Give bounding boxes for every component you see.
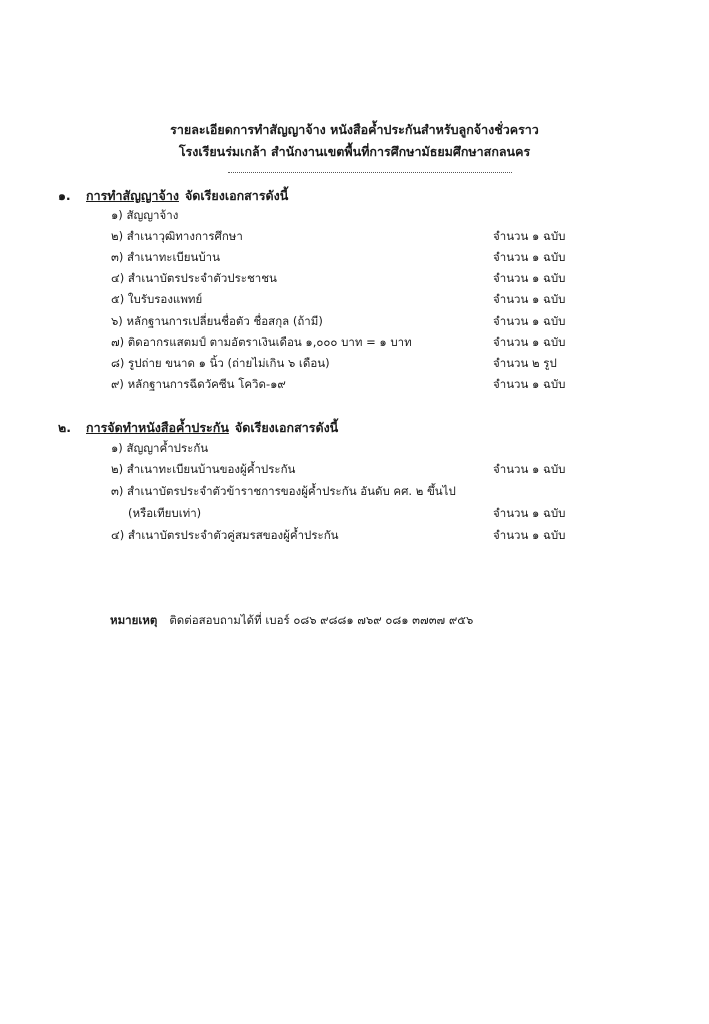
section2-item-qty: จำนวน ๑ ฉบับ: [493, 528, 566, 542]
section2-heading: [58, 418, 338, 438]
section2-title: การจัดทำหนังสือค้ำประกัน: [86, 420, 229, 435]
section2-item: ๑) สัญญาค้ำประกัน: [111, 441, 209, 455]
section2-item-qty: จำนวน ๑ ฉบับ: [493, 506, 566, 520]
section1-item: ๗) ติดอากรแสตมป์ ตามอัตราเงินเดือน ๑,๐๐๐ บาท = ๑ บาท: [111, 335, 412, 349]
document-subtitle: โรงเรียนร่มเกล้า สำนักงานเขตพื้นที่การศึกษามัธยมศึกษาสกลนคร: [178, 144, 531, 159]
section2-item-qty: จำนวน ๑ ฉบับ: [493, 462, 566, 476]
section1-item-qty: จำนวน ๑ ฉบับ: [493, 229, 566, 243]
section1-subtitle: จัดเรียงเอกสารดังนี้: [184, 188, 289, 203]
section1-item: ๒) สำเนาวุฒิทางการศึกษา: [111, 229, 243, 243]
footnote: [110, 612, 473, 630]
section1-item: ๙) หลักฐานการฉีดวัคซีน โควิด-๑๙: [111, 377, 286, 391]
section1-item-qty: จำนวน ๑ ฉบับ: [493, 292, 566, 306]
section1-item: ๑) สัญญาจ้าง: [111, 208, 179, 222]
section2-item: ๒) สำเนาทะเบียนบ้านของผู้ค้ำประกัน: [111, 462, 296, 476]
section1-item: ๔) สำเนาบัตรประจำตัวประชาชน: [111, 271, 277, 285]
section1-item: ๓) สำเนาทะเบียนบ้าน: [111, 250, 220, 264]
footnote-label: หมายเหตุ: [110, 613, 158, 627]
section1-item: ๖) หลักฐานการเปลี่ยนชื่อตัว ชื่อสกุล (ถ้ามี): [111, 314, 323, 328]
section1-item-qty: จำนวน ๑ ฉบับ: [493, 335, 566, 349]
section1-item-qty: จำนวน ๑ ฉบับ: [493, 250, 566, 264]
section2-item: ๔) สำเนาบัตรประจำตัวคู่สมรสของผู้ค้ำประกัน: [111, 528, 339, 542]
dotted-divider: [228, 172, 512, 173]
section1-item-qty: จำนวน ๑ ฉบับ: [493, 271, 566, 285]
section2-item-continuation: (หรือเทียบเท่า): [128, 506, 202, 520]
section2-item: ๓) สำเนาบัตรประจำตัวข้าราชการของผู้ค้ำประกัน อันดับ คศ. ๒ ขึ้นไป: [111, 484, 456, 498]
section1-item: ๕) ใบรับรองแพทย์: [111, 292, 203, 306]
section1-item-qty: จำนวน ๑ ฉบับ: [493, 314, 566, 328]
section1-number: ๑.: [58, 188, 71, 203]
section1-heading: [58, 186, 288, 206]
section2-subtitle: จัดเรียงเอกสารดังนี้: [234, 420, 339, 435]
footnote-contact: ติดต่อสอบถามได้ที่ เบอร์ ๐๘๖ ๙๘๘๑ ๗๖๙ ๐๘๑ ๓๗๓๗ ๙๕๖: [169, 613, 474, 627]
document-title: รายละเอียดการทำสัญญาจ้าง หนังสือค้ำประกันสำหรับลูกจ้างชั่วคราว: [170, 122, 539, 137]
section1-item: ๘) รูปถ่าย ขนาด ๑ นิ้ว (ถ่ายไม่เกิน ๖ เดือน): [111, 356, 330, 370]
section1-item-qty: จำนวน ๒ รูป: [493, 356, 557, 370]
section1-item-qty: จำนวน ๑ ฉบับ: [493, 377, 566, 391]
section2-number: ๒.: [58, 420, 71, 435]
section1-title: การทำสัญญาจ้าง: [86, 188, 179, 203]
